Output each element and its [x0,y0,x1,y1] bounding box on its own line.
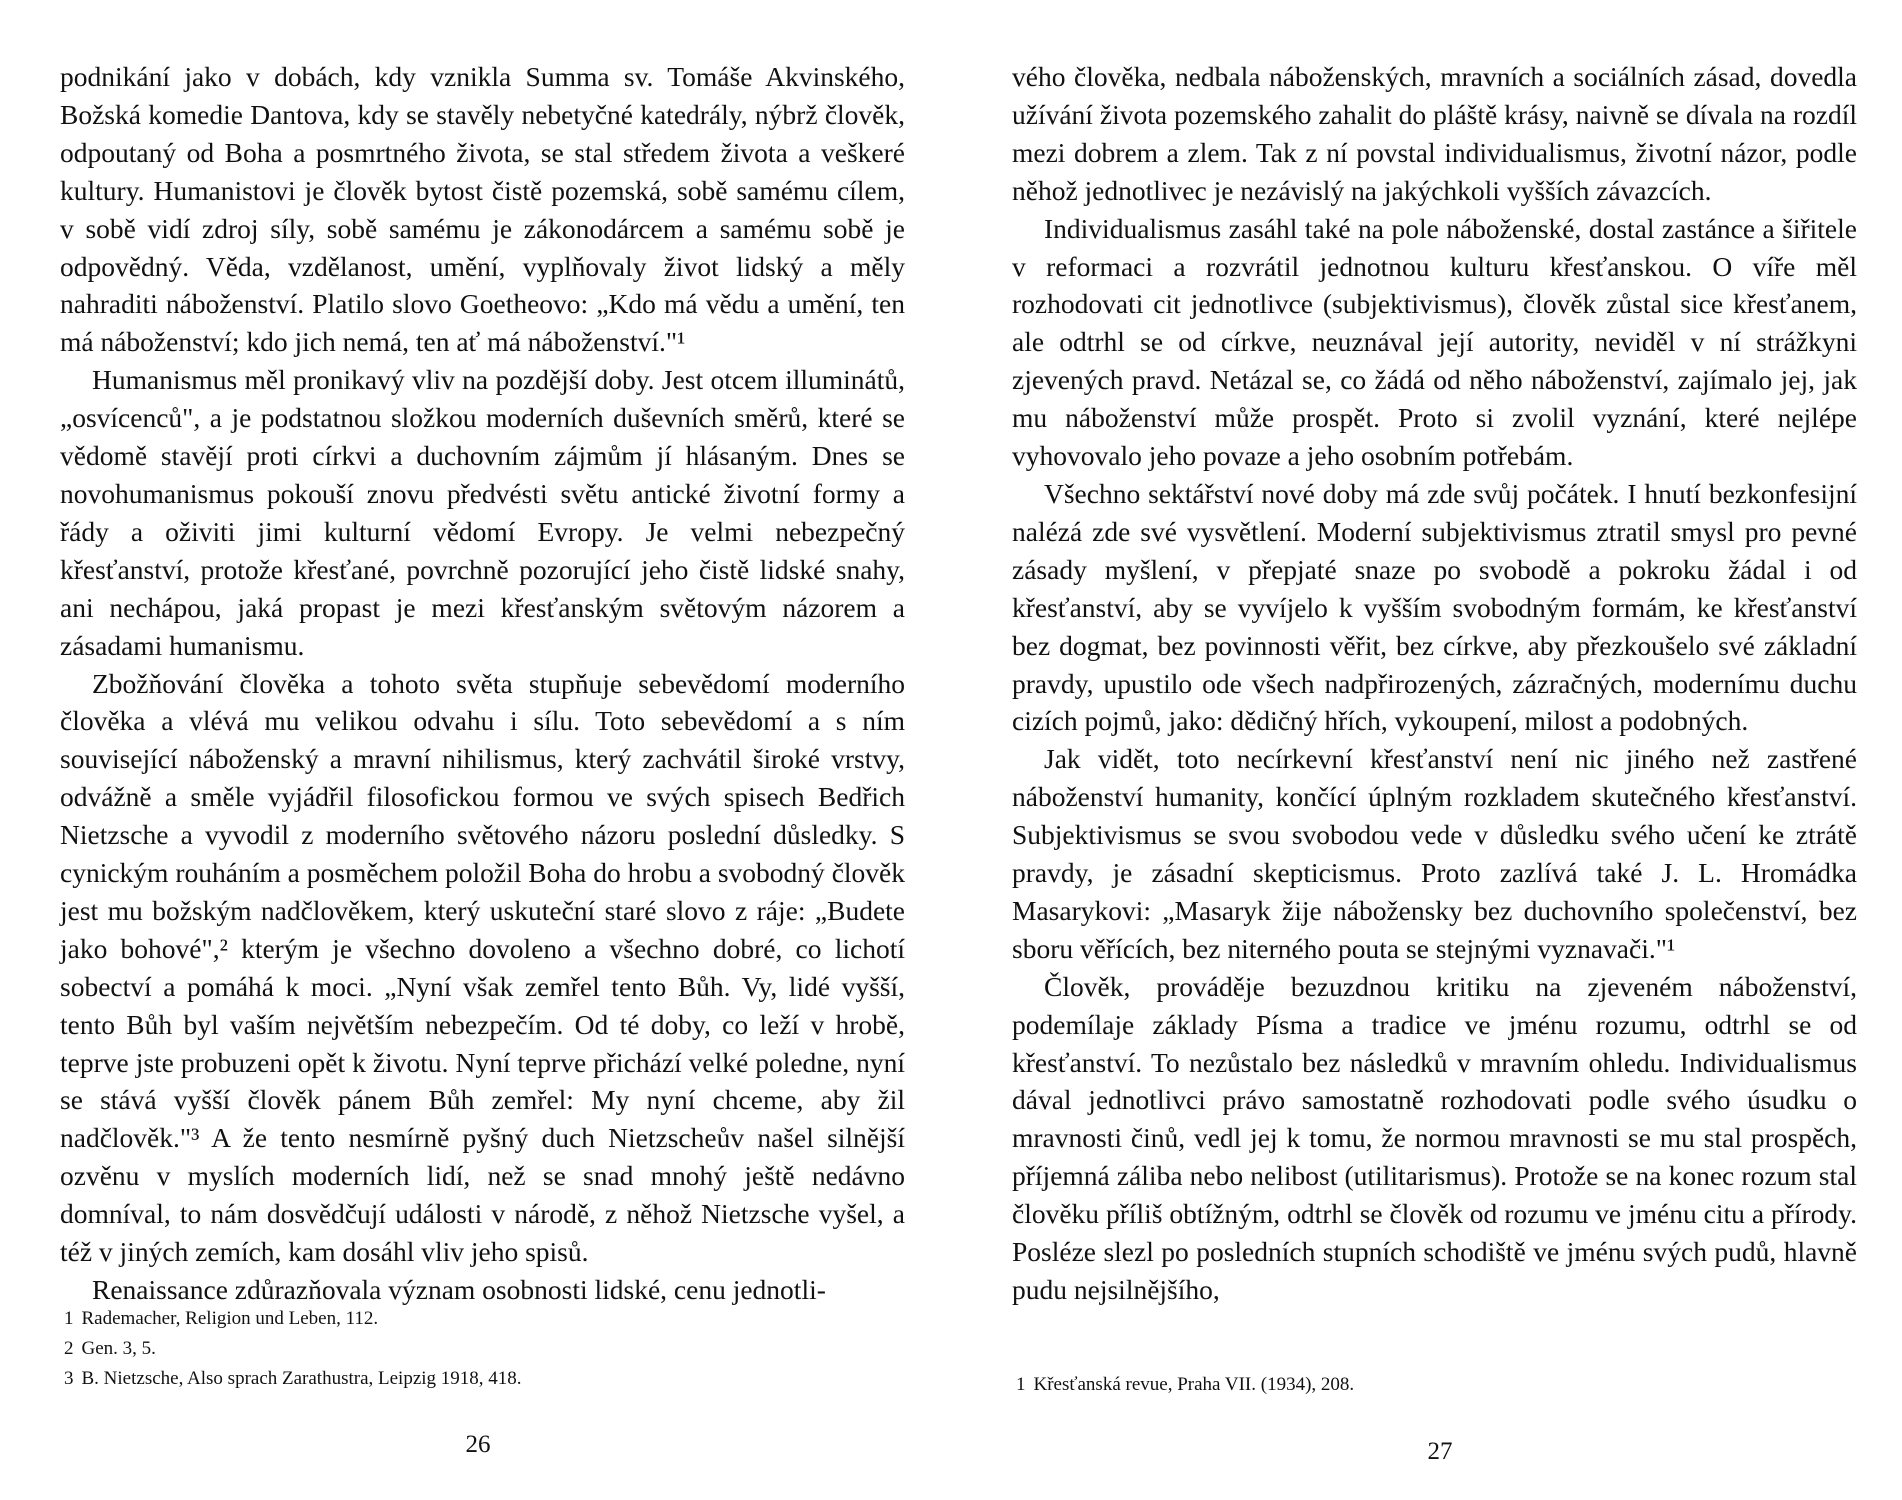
right-page-body [1012,58,1857,1309]
footnote [60,1364,905,1394]
page-number: 27 [1427,1438,1453,1465]
paragraph: Člověk, prováděje bezuzdnou kritiku na zjeveném náboženství, podemílaje základy Písma a tradice ve jménu rozumu, odtrhl se od křesťanství. To nezůstalo bez následků v mravním ohledu. Individualismus dával jednotlivci právo samostatně rozhodovati podle svého úsudku o mravnosti činů, vedl jej k tomu, že normou mravnosti se mu stal prospěch, příjemná záliba nebo nelibost (utilitarismus). Protože se na konec rozum stal člověku příliš obtížným, odtrhl se člověk od rozumu ve jménu citu a přírody. Posléze slezl po posledních stupních schodiště ve jménu svých pudů, hlavně pudu nejsilnějšího, [1012,970,1857,1305]
right-page [1012,0,1857,1500]
footnote [1012,1370,1857,1400]
footnote [60,1304,905,1334]
paragraph: Humanismus měl pronikavý vliv na pozdější doby. Jest otcem illuminátů, „osvícenců", a je podstatnou složkou moderních duševních směrů, které se vědomě stavějí proti církvi a duchovním zájmům jí hlásaným. Dnes se novohumanismus pokouší znovu předvésti světu antické životní formy a řády a oživiti jimi kulturní vědomí Evropy. Je velmi nebezpečný křesťanství, protože křesťané, povrchně pozorující jeho čistě lidské snahy, ani nechápou, jaká propast je mezi křesťanským světovým názorem a zásadami humanismu. [60,364,905,661]
paragraph: Individualismus zasáhl také na pole náboženské, dostal zastánce a šiřitele v reformaci a rozvrátil jednotnou kulturu křesťanskou. O víře měl rozhodovati cit jednotlivce (subjektivismus), člověk zůstal sice křesťanem, ale odtrhl se od církve, neuznával její autority, neviděl v ní strážkyni zjevených pravd. Netázal se, co žádá od něho náboženství, zajímalo jej, jak mu náboženství může prospět. Proto si zvolil vyznání, které nejlépe vyhovovalo jeho povaze a jeho osobním potřebám. [1012,212,1857,472]
paragraph: vého člověka, nedbala náboženských, mravních a sociálních zásad, dovedla užívání života pozemského zahalit do pláště krásy, naivně se dívala na rozdíl mezi dobrem a zlem. Tak z ní povstal individualismus, životní názor, podle něhož jednotlivec je nezávislý na jakýchkoli vyšších závazcích. [1012,61,1857,206]
footnote-text: Křesťanská revue, Praha VII. (1934), 208. [1033,1374,1355,1395]
page-number: 26 [465,1431,491,1458]
footnote [60,1334,905,1364]
paragraph: Zbožňování člověka a tohoto světa stupňuje sebevědomí moderního člověka a vlévá mu velikou odvahu i sílu. Toto sebevědomí a s ním související náboženský a mravní nihilismus, který zachvátil široké vrstvy, odvážně a směle vyjádřil filosofickou formou ve svých spisech Bedřich Nietzsche a vyvodil z moderního světového názoru poslední důsledky. S cynickým rouháním a posměchem položil Boha do hrobu a svobodný člověk jest mu božským nadčlověkem, který uskuteční staré slovo z ráje: „Budete jako bohové",² kterým je všechno dovoleno a všechno dobré, co lichotí sobectví a pomáhá k moci. „Nyní však zemřel tento Bůh. Vy, lidé vyšší, tento Bůh byl vaším největším nebezpečím. Od té doby, co leží v hrobě, teprve jste probuzeni opět k životu. Nyní teprve přichází velké poledne, nyní se stává vyšší člověk pánem Bůh zemřel: My nyní chceme, aby žil nadčlověk."³ A že tento nesmírně pyšný duch Nietzscheův našel silnější ozvěnu v myslích moderních lidí, než se snad mnohý ještě nedávno domníval, to nám dosvědčují události v národě, z něhož Nietzsche vyšel, a též v jiných zemích, kam dosáhl vliv jeho spisů. [60,667,905,1268]
left-page [60,0,905,1500]
paragraph: Renaissance zdůrazňovala význam osobnosti lidské, cenu jednotli- [92,1274,826,1305]
footnote-text: B. Nietzsche, Also sprach Zarathustra, Leipzig 1918, 418. [81,1368,522,1389]
right-page-footnotes [1012,1370,1857,1400]
footnote-number: 3 [64,1368,74,1389]
left-page-footnotes [60,1304,905,1394]
paragraph: podnikání jako v dobách, kdy vznikla Summa sv. Tomáše Akvinského, Božská komedie Dantova, kdy se stavěly nebetyčné katedrály, nýbrž člověk, odpoutaný od Boha a posmrtného života, se stal středem života a veškeré kultury. Humanistovi je člověk bytost čistě pozemská, sobě samému cílem, v sobě vidí zdroj síly, sobě samému je zákonodárcem a samému sobě je odpovědný. Věda, vzdělanost, umění, vyplňovaly život lidský a měly nahraditi náboženství. Platilo slovo Goetheovo: „Kdo má vědu a umění, ten má náboženství; kdo jich nemá, ten ať má náboženství."¹ [60,61,905,358]
left-page-body [60,58,905,1309]
footnote-number: 2 [64,1338,74,1359]
footnote-number: 1 [1016,1374,1026,1395]
footnote-text: Rademacher, Religion und Leben, 112. [81,1308,379,1329]
footnote-text: Gen. 3, 5. [81,1338,156,1359]
paragraph: Jak vidět, toto necírkevní křesťanství není nic jiného než zastřené náboženství humanity, končící úplným rozkladem skutečného křesťanství. Subjektivismus se svou svobodou vede v důsledku svého učení ke ztrátě pravdy, je zásadní skepticismus. Proto zazlívá také J. L. Hromádka Masarykovi: „Masaryk žije nábožensky bez duchovního společenství, bez sboru věřících, bez niterného pouta se stejnými vyznavači."¹ [1012,743,1857,964]
paragraph: Všechno sektářství nové doby má zde svůj počátek. I hnutí bezkonfesijní nalézá zde své vysvětlení. Moderní subjektivismus ztratil smysl pro pevné zásady myšlení, v přepjaté snaze po svobodě a pokroku žádal i od křesťanství, aby se vyvíjelo k vyšším svobodným formám, ke křesťanství bez dogmat, bez povinnosti věřit, bez církve, aby přezkoušelo své základní pravdy, upustilo ode všech nadpřirozených, zázračných, modernímu duchu cizích pojmů, jako: dědičný hřích, vykoupení, milost a podobných. [1012,477,1857,737]
footnote-number: 1 [64,1308,74,1329]
